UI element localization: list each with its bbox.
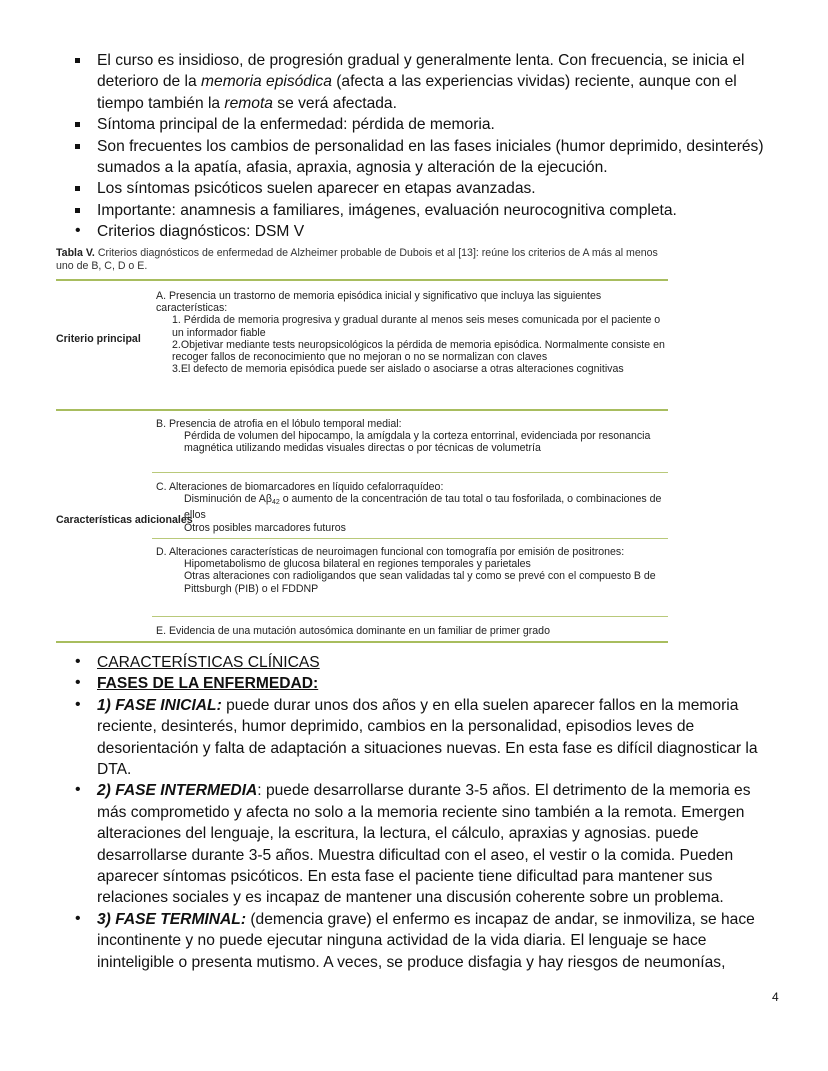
round-bullet-icon: • <box>75 909 81 927</box>
round-bullet-icon: • <box>75 222 81 240</box>
list-item: El curso es insidioso, de progresión gradual y generalmente lenta. Con frecuencia, se inicia el deterioro de la memoria episódica (afecta a las experiencias vividas) reciente, aunque con el tiempo también la remota se verá afectada. <box>72 50 784 114</box>
list-item: • Criterios diagnósticos: DSM V <box>75 222 305 241</box>
list-item: Importante: anamnesis a familiares, imágenes, evaluación neurocognitiva completa. <box>72 200 784 221</box>
criterion-b: B. Presencia de atrofia en el lóbulo temporal medial: Pérdida de volumen del hipocampo, la amígdala y la corteza entorrinal, evidenciada por resonancia magnética utilizando medidas visuales directas o por técnicas de volumetría <box>156 418 651 455</box>
bottom-bullet-list <box>72 652 784 973</box>
list-item: • 2) FASE INTERMEDIA: puede desarrollarse durante 3-5 años. El detrimento de la memoria es más comprometido y afecta no solo a la memoria reciente sino también a la remota. Emergen alteraciones del lenguaje, la escritura, la lectura, el cálculo, apraxias y agnosias. puede desarrollarse durante 3-5 años. Muestra dificultad con el aseo, el vestir o la comida. Pueden aparecer síntomas psicóticos. En esta fase el paciente tiene dificultad para mantener sus relaciones sociales y es incapaz de mantener una discusión coherente sobre un problema. <box>75 781 751 907</box>
round-bullet-icon: • <box>75 781 81 799</box>
list-item: • 3) FASE TERMINAL: (demencia grave) el enfermo es incapaz de andar, se inmoviliza, se hace incontinente y no puede ejecutar ninguna actividad de la vida diaria. El lenguaje se hace ininteligible o presenta mutismo. A veces, se produce disfagia y hay riesgos de neumonías, <box>75 909 755 971</box>
criterion-a: A. Presencia un trastorno de memoria episódica inicial y significativo que incluya las siguientes características: 1. Pérdida de memoria progresiva y gradual durante al menos seis meses comunicada por el paciente o un informador fiable 2.Objetivar mediante tests neuropsicológicos la pérdida de memoria episódica. Normalmente consiste en recoger fallos de reconocimiento que no mejoran o no se normalizan con claves 3.El defecto de memoria episódica puede ser aislado o asociarse a otras alteraciones cognitivas <box>156 290 665 376</box>
list-item: • 1) FASE INICIAL: puede durar unos dos años y en ella suelen aparecer fallos en la memoria reciente, desinterés, humor deprimido, cambios en la personalidad, episodios leves de desorientación y falta de adaptación a situaciones nuevas. En esta fase es difícil diagnosticar la DTA. <box>75 695 758 779</box>
square-bullet-icon <box>75 144 80 149</box>
round-bullet-icon: • <box>75 695 81 713</box>
square-bullet-icon <box>75 122 80 127</box>
label-caracteristicas-adicionales: Características adicionales <box>56 514 193 526</box>
table-caption: Tabla V. Criterios diagnósticos de enfermedad de Alzheimer probable de Dubois et al [13]: reúne los criterios de A más al menos uno de B, C, D o E. <box>56 247 658 272</box>
criterion-e: E. Evidencia de una mutación autosómica dominante en un familiar de primer grado <box>156 625 550 637</box>
top-bullet-list <box>72 50 784 243</box>
round-bullet-icon: • <box>75 674 81 692</box>
label-criterio-principal: Criterio principal <box>56 333 141 345</box>
table-rule <box>152 472 668 473</box>
list-item: • FASES DE LA ENFERMEDAD: <box>75 674 319 693</box>
page-number: 4 <box>772 990 779 1004</box>
list-item: Son frecuentes los cambios de personalidad en las fases iniciales (humor deprimido, desinterés) sumados a la apatía, afasia, apraxia, agnosia y alteración de la ejecución. <box>72 136 784 179</box>
square-bullet-icon <box>75 58 80 63</box>
list-item: Síntoma principal de la enfermedad: pérdida de memoria. <box>72 114 784 135</box>
list-item: Los síntomas psicóticos suelen aparecer en etapas avanzadas. <box>72 178 784 199</box>
table-rule <box>152 616 668 617</box>
table-rule <box>152 538 668 539</box>
table-rule <box>56 641 668 643</box>
list-item: • CARACTERÍSTICAS CLÍNICAS <box>75 653 320 671</box>
square-bullet-icon <box>75 186 80 191</box>
criterion-d: D. Alteraciones características de neuroimagen funcional con tomografía por emisión de positrones: Hipometabolismo de glucosa bilateral en regiones temporales y parietales Otras alteraciones con radioligandos que sean validadas tal y como se prevé con el compuesto B de Pittsburgh (PIB) o el FDDNP <box>156 546 656 595</box>
square-bullet-icon <box>75 208 80 213</box>
criterion-c: C. Alteraciones de biomarcadores en líquido cefalorraquídeo: Disminución de Aβ42 o aumento de la concentración de tau total o tau fosforilada, o combinaciones de ellos Otros posibles marcadores futuros <box>156 481 662 534</box>
table-rule <box>56 279 668 281</box>
round-bullet-icon: • <box>75 653 81 670</box>
table-rule <box>56 409 668 411</box>
